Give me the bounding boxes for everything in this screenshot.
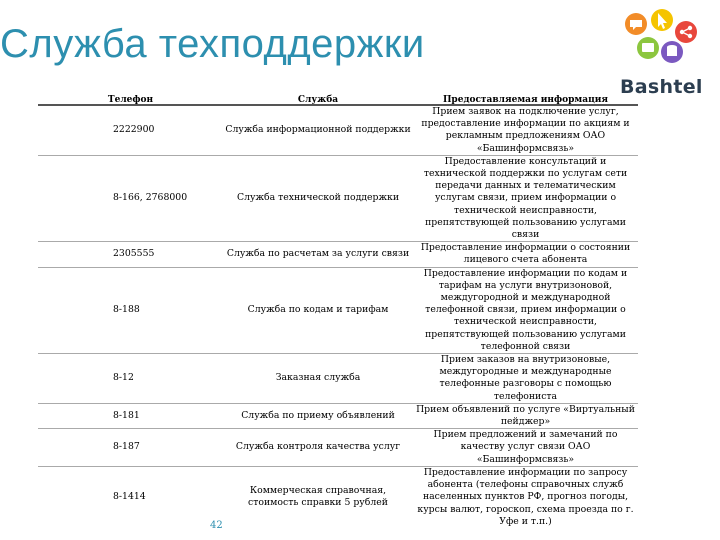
info-cell: Прием объявлений по услуге «Виртуальный пейджер» [413,403,638,428]
logo-text: Bashtel [620,76,703,98]
service-cell: Служба информационной поддержки [223,105,413,155]
phone-cell: 8-166, 2768000 [38,155,223,241]
info-cell: Прием заявок на подключение услуг, предоставление информации по акциям и рекламным предложениям ОАО «Башинформсвязь» [413,105,638,155]
share-icon [675,21,697,43]
phone-cell: 2222900 [38,105,223,155]
phone-cell: 8-188 [38,267,223,353]
service-cell: Коммерческая справочная, стоимость справки 5 рублей [248,485,388,509]
header-service: Служба [223,96,413,105]
table-row [38,354,638,404]
phone-cell: 8-12 [38,354,223,404]
service-cell: Служба контроля качества услуг [223,429,413,467]
phone-cell: 8-1414 [113,491,146,503]
service-cell: Служба по приему объявлений [223,403,413,428]
table-row [38,403,638,428]
info-cell: Прием заказов на внутризоновые, междугородные и международные телефонные разговоры с помощью телефониста [413,354,638,404]
table-row [38,105,638,155]
table-row [38,155,638,241]
service-cell: Служба технической поддержки [223,155,413,241]
table-header-row [38,96,638,105]
phone-cell: 8-181 [38,403,223,428]
table-row [38,242,638,267]
info-cell: Предоставление информации по кодам и тарифам на услуги внутризоновой, междугородной и международной телефонной связи, прием информации о технической неисправности, препятствующей пользованию услугами телефонной связи [413,267,638,353]
header-info: Предоставляемая информация [413,96,638,105]
info-cell: Прием предложений и замечаний по качеству услуг связи ОАО «Башинформсвязь» [413,429,638,467]
bashtel-logo [614,8,714,98]
service-cell: Служба по расчетам за услуги связи [223,242,413,267]
service-cell: Заказная служба [223,354,413,404]
table-row [38,429,638,467]
service-cell: Служба по кодам и тарифам [223,267,413,353]
table-row [38,267,638,353]
header-phone: Телефон [38,96,223,105]
info-cell: Предоставление консультаций и технической поддержки по услугам сети передачи данных и телематическим услугам связи, прием информации о технической неисправности, препятствующей пользованию услугами связи [413,155,638,241]
logo-icons [622,8,706,72]
phone-cell: 2305555 [38,242,223,267]
slide-title: Служба техподдержки [0,22,425,66]
support-table [38,96,638,528]
page-number: 42 [210,520,223,531]
info-cell: Предоставление информации о состоянии лицевого счета абонента [413,242,638,267]
info-cell: Предоставление информации по запросу абонента (телефоны справочных служб населенных пунктов РФ, прогноз погоды, курсы валют, гороскоп, схема проезда по г. Уфе и т.п.) [417,466,634,527]
table-row [38,466,638,528]
phone-cell: 8-187 [38,429,223,467]
